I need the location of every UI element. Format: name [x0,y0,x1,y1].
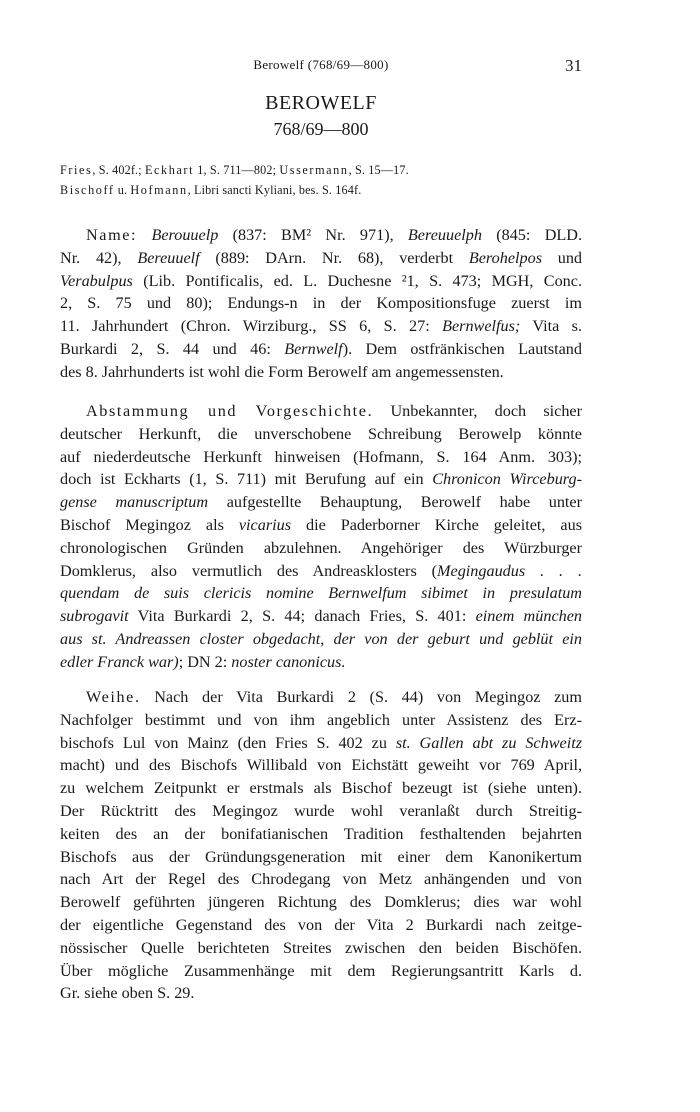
text-run: Vita Burkardi 2, S. 44; danach Fries, S. 401: [128,607,476,626]
text-run: Burkardi 2, S. 44 und 46: [60,339,285,358]
text-line: chronologischen Gründen abzulehnen. Angehöriger des Würzburger [60,538,582,557]
text-run: doch ist Eckharts (1, S. 711) mit Berufung auf ein [60,470,433,489]
text-line [60,224,582,247]
text-line: des 8. Jahrhunderts ist wohl die Form Berowelf am angemessensten. [60,362,504,381]
text-run: aufgestellte Behauptung, Berowelf habe unter [208,493,583,512]
text-run-italic: Bernwelfus; [442,317,521,336]
text-line: Nachfolger bestimmt und von ihm angeblich unter Assistenz des Erz- [60,710,582,729]
entry-title: BEROWELF [265,92,377,114]
author-name: Eckhart [144,163,195,177]
paragraph-name [60,224,582,384]
author-name: Hofmann [130,183,188,197]
text-line [60,605,582,628]
citation-text: , Libri sancti Kyliani, bes. S. 164f. [187,183,362,197]
text-run: Unbekannter, doch sicher [373,402,582,420]
text-run: und [542,248,583,267]
text-line: 2, S. 75 und 80); Endungs-n in der Kompositionsfuge zuerst im [60,294,582,313]
text-line [60,628,582,651]
text-run: (Lib. Pontificalis, ed. L. Duchesne ²1, S. 473; MGH, Conc. [132,271,582,290]
text-run-italic: einem münchen [475,607,582,626]
text-line [60,338,582,361]
section-heading-weihe: Weihe. [86,688,141,706]
text-run: Nr. 42), [60,248,138,267]
text-line [60,315,582,338]
text-line: Bischofs aus der Gründungsgeneration mit einer dem Kanonikertum [60,847,582,866]
text-line: deutscher Herkunft, die unverschobene Schreibung Berowelp könnte [60,424,582,443]
text-line: auf niederdeutsche Herkunft hinweisen (Hofmann, S. 164 Anm. 303); [60,447,582,466]
text-run-italic: subrogavit [60,607,129,626]
text-line [60,247,582,270]
text-line: nach Art der Regel des Chrodegang von Metz anhängenden und von [60,870,582,889]
text-run-italic: Bereuuelf [137,248,200,267]
text-line: Gr. siehe oben S. 29. [60,984,195,1003]
author-name: Ussermann [279,163,349,177]
text-run [137,226,151,244]
text-line: der eigentliche Gegenstand des von der Vita 2 Burkardi nach zeitge- [60,915,582,934]
text-run: (837: BM² Nr. 971), [218,226,408,244]
text-run-italic: quendam de suis clericis nomine Bernwelfum sibimet in presulatum [60,584,582,603]
bibliography-line [60,160,582,180]
text-run: (889: DArn. Nr. 68), verderbt [199,248,469,267]
text-run-italic: gense manuscriptum [60,493,209,512]
text-run-italic: edler Franck war) [60,652,179,671]
citation-text: 1, S. 711—802; [194,163,280,177]
text-run-italic: Bernwelf [284,339,343,358]
author-name: Fries [60,163,93,177]
text-run-italic: Berohelpos [468,248,542,267]
text-run: (845: DLD. [481,226,583,244]
text-run: die Paderborner Kirche geleitet, aus [291,515,582,534]
section-heading-abstammung: Abstammung und Vorgeschichte. [86,402,374,420]
section-heading-name: Name: [86,226,138,244]
text-run-italic: Berouuelp [151,226,219,244]
text-run-italic: Megingaudus . . . [437,561,582,580]
text-run: ). Dem ostfränkischen Lautstand [342,339,582,358]
text-run: bischofs Lul von Mainz (den Fries S. 402 zu [60,733,396,752]
text-run-italic: noster canonicus. [231,652,346,671]
text-line: macht) und des Bischofs Willibald von Eichstätt geweiht vor 769 April, [60,756,582,775]
page-number: 31 [565,56,582,75]
author-name: Bischoff [60,183,115,197]
text-run-italic: Verabulpus [60,271,133,290]
text-run-italic: Chronicon Wirceburg- [432,470,582,489]
text-line [60,732,582,755]
citation-text: , S. 15—17. [348,163,409,177]
text-run-italic: aus st. Andreassen closter obgedacht, der von der geburt und geblüt ein [60,629,582,648]
text-run-italic: Bereuuelph [407,226,482,244]
text-line [60,560,582,583]
paragraph-abstammung [60,400,582,674]
paragraph-weihe [60,686,582,1005]
bibliography-line [60,180,582,200]
text-line [60,491,582,514]
entry-dates: 768/69—800 [273,119,369,139]
text-line [60,686,582,709]
text-line [60,514,582,537]
text-run: ; DN 2: [178,652,232,671]
text-line: zu welchem Zeitpunkt er erstmals als Bischof bezeugt ist (siehe unten). [60,779,582,798]
text-run-italic: st. Gallen abt zu Schweitz [395,733,582,752]
text-line: keiten des an der bonifatianischen Tradition festhaltenden bejahrten [60,824,582,843]
text-line: Der Rücktritt des Megingoz wurde wohl veranlaßt durch Streitig- [60,801,582,820]
text-run: Vita s. [520,317,582,336]
citation-text: , S. 402f.; [92,163,145,177]
text-line: Über mögliche Zusammenhänge mit dem Regierungsantritt Karls d. [60,961,582,980]
text-line [60,582,582,605]
text-line [60,468,582,491]
text-line [60,400,582,423]
text-line: nössischer Quelle berichteten Streites zwischen den beiden Bischöfen. [60,938,582,957]
citation-text: u. [114,183,131,197]
text-line [60,651,582,674]
text-run: Nach der Vita Burkardi 2 (S. 44) von Megingoz zum [140,688,582,706]
bibliography [60,160,582,200]
running-title: Berowelf (768/69—800) [253,57,389,72]
text-run: Domklerus, also vermutlich des Andreasklosters ( [60,561,438,580]
text-run-italic: vicarius [238,515,292,534]
text-line: Berowelf geführten jüngeren Richtung des Domklerus; dies war wohl [60,893,582,912]
text-line [60,270,582,293]
text-run: 11. Jahrhundert (Chron. Wirziburg., SS 6, S. 27: [60,317,443,336]
running-head [60,57,582,81]
text-run: Bischof Megingoz als [60,515,239,534]
